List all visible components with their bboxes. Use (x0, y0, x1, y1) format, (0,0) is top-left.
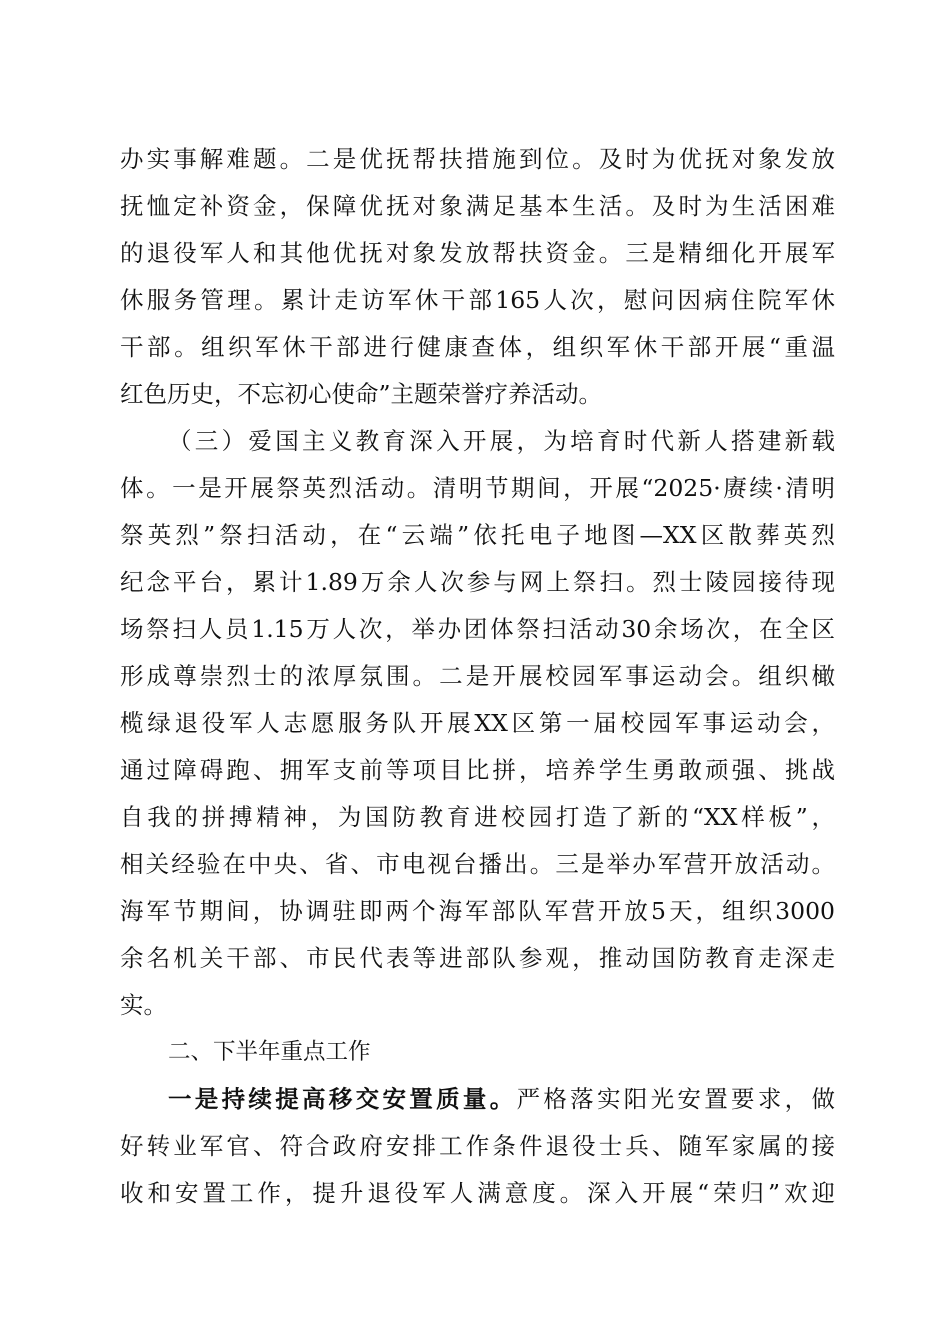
paragraph-2-line-8: 通过障碍跑、拥军支前等项目比拼，培养学生勇敢顽强、挑战 (120, 756, 835, 784)
paragraph-1-line-6: 红色历史，不忘初心使命”主题荣誉疗养活动。 (120, 380, 603, 408)
paragraph-1-line-4: 休服务管理。累计走访军休干部165人次，慰问因病住院军休 (120, 286, 835, 314)
paragraph-1-line-3: 的退役军人和其他优抚对象发放帮扶资金。三是精细化开展军 (120, 239, 835, 267)
paragraph-3-line-2: 好转业军官、符合政府安排工作条件退役士兵、随军家属的接 (120, 1132, 835, 1160)
paragraph-3-line-1 (168, 1084, 835, 1114)
paragraph-1-line-1: 办实事解难题。二是优抚帮扶措施到位。及时为优抚对象发放 (120, 145, 835, 173)
paragraph-2-line-1: （三）爱国主义教育深入开展，为培育时代新人搭建新载 (168, 427, 835, 455)
paragraph-3-line-3: 收和安置工作，提升退役军人满意度。深入开展“荣归”欢迎 (120, 1179, 835, 1207)
paragraph-2-line-3: 祭英烈”祭扫活动，在“云端”依托电子地图—XX区散葬英烈 (120, 521, 835, 549)
paragraph-3-lead: 一是持续提高移交安置质量。 (168, 1085, 517, 1113)
paragraph-2-line-13: 实。 (120, 991, 167, 1019)
paragraph-2-line-10: 相关经验在中央、省、市电视台播出。三是举办军营开放活动。 (120, 850, 835, 878)
paragraph-3-line-1-rest: 严格落实阳光安置要求，做 (516, 1085, 835, 1113)
paragraph-1-line-2: 抚恤定补资金，保障优抚对象满足基本生活。及时为生活困难 (120, 192, 835, 220)
paragraph-2-line-7: 榄绿退役军人志愿服务队开展XX区第一届校园军事运动会， (120, 709, 835, 737)
paragraph-2-line-4: 纪念平台，累计1.89万余人次参与网上祭扫。烈士陵园接待现 (120, 568, 835, 596)
paragraph-2-line-6: 形成尊崇烈士的浓厚氛围。二是开展校园军事运动会。组织橄 (120, 662, 835, 690)
paragraph-2-line-12: 余名机关干部、市民代表等进部队参观，推动国防教育走深走 (120, 944, 835, 972)
paragraph-2-line-2: 体。一是开展祭英烈活动。清明节期间，开展“2025·赓续·清明 (120, 474, 835, 502)
paragraph-1-line-5: 干部。组织军休干部进行健康查体，组织军休干部开展“重温 (120, 333, 835, 361)
paragraph-2-line-5: 场祭扫人员1.15万人次，举办团体祭扫活动30余场次，在全区 (120, 615, 835, 643)
paragraph-2-line-9: 自我的拼搏精神，为国防教育进校园打造了新的“XX样板”， (120, 803, 835, 831)
paragraph-2-line-11: 海军节期间，协调驻即两个海军部队军营开放5天，组织3000 (120, 897, 835, 925)
section-heading: 二、下半年重点工作 (168, 1039, 371, 1065)
